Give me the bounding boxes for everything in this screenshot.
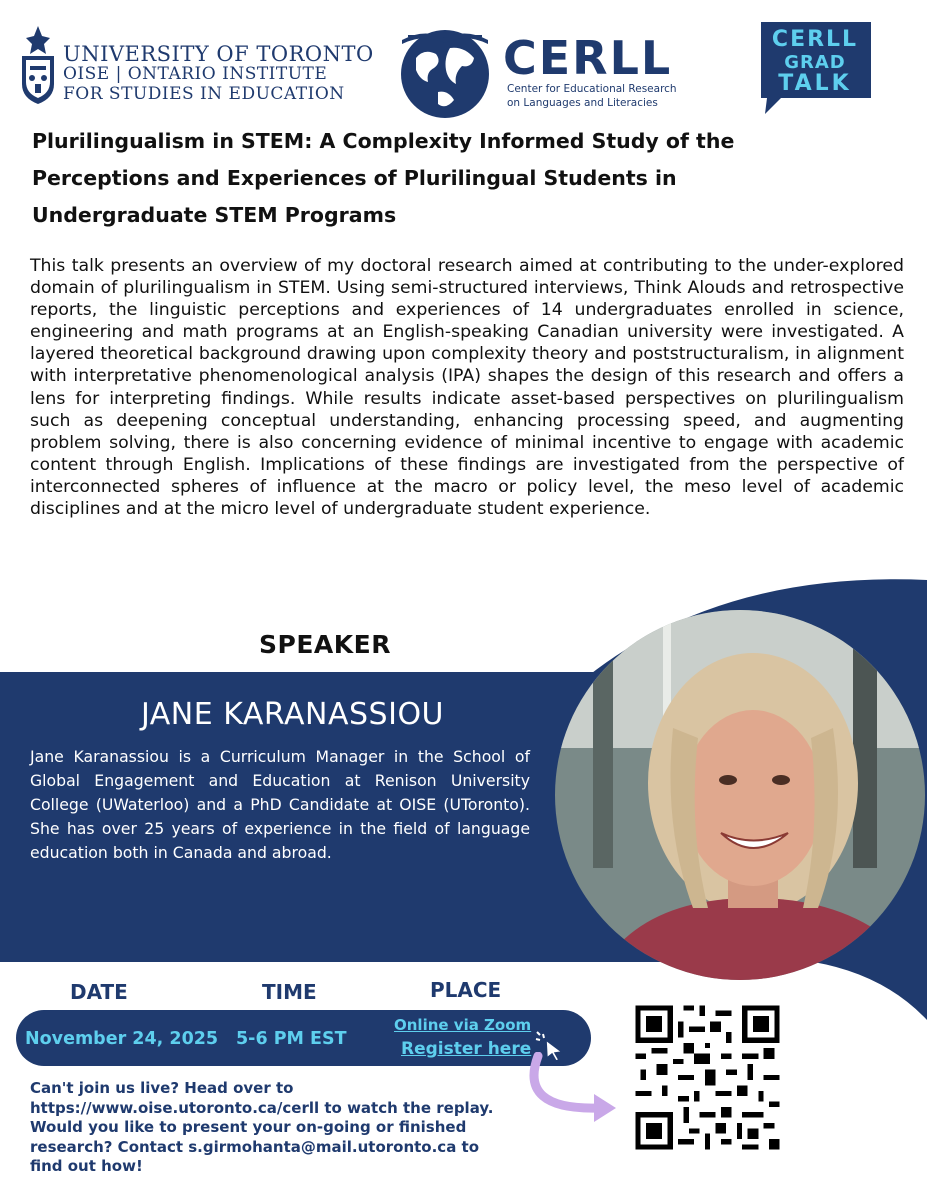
replay-and-contact-note <box>30 1079 590 1177</box>
qr-code[interactable] <box>630 1000 785 1155</box>
time-label: TIME <box>262 980 317 1004</box>
uoft-name-line2: OISE | ONTARIO INSTITUTE <box>63 64 328 84</box>
register-here-link[interactable]: Register here <box>401 1039 532 1059</box>
cerll-logo-text: CERLL <box>503 31 673 85</box>
uoft-name-line3: FOR STUDIES IN EDUCATION <box>63 84 345 104</box>
cerll-subtitle-line1: Center for Educational Research <box>507 83 677 95</box>
talk-title-line: Plurilingualism in STEM: A Complexity Informed Study of the <box>32 129 735 153</box>
uoft-name-line1: UNIVERSITY OF TORONTO <box>63 42 374 66</box>
speaker-portrait-photo <box>553 608 927 982</box>
badge-line2: GRAD <box>784 52 846 73</box>
talk-title-line: Perceptions and Experiences of Plurilingual Students in <box>32 166 677 190</box>
cerll-subtitle-line2: on Languages and Literacies <box>507 97 658 109</box>
event-date: November 24, 2025 <box>25 1029 219 1049</box>
cerll-grad-talk-badge <box>757 18 875 116</box>
date-label: DATE <box>70 980 128 1004</box>
footer-line: find out how! <box>30 1157 143 1175</box>
event-time: 5-6 PM EST <box>236 1029 347 1049</box>
talk-title <box>32 123 832 234</box>
speaker-heading: SPEAKER <box>259 630 391 659</box>
footer-line: research? Contact s.girmohanta@mail.utoronto.ca to <box>30 1137 480 1156</box>
talk-abstract: This talk presents an overview of my doctoral research aimed at contributing to the under-explored domain of plurilingualism in STEM. Using semi-structured interviews, Think Alouds and retrospective reports, the linguistic perceptions and experiences of 14 undergraduates enrolled in science, engineering and math programs at an English-speaking Canadian university were investigated. A layered theoretical background drawing upon complexity theory and poststructuralism, in alignment with interpretative phenomenological analysis (IPA) shapes the design of this research and offers a lens for interpreting findings. While results indicate asset-based perspectives on plurilingualism such as deepening conceptual understanding, enhancing processing speed, and augmenting problem solving, there is also concerning evidence of minimal incentive to engage with academic content through English. Implications of these findings are investigated from the perspective of interconnected spheres of influence at the macro or policy level, the meso level of academic disciplines and at the micro level of undergraduate student experience. <box>30 256 904 520</box>
footer-line: Can't join us live? Head over to <box>30 1079 294 1097</box>
footer-line: https://www.oise.utoronto.ca/cerll to watch the replay. <box>30 1098 494 1117</box>
badge-line3: TALK <box>778 71 852 96</box>
footer-line: Would you like to present your on-going or finished <box>30 1118 467 1136</box>
place-label: PLACE <box>430 978 502 1002</box>
speaker-name: JANE KARANASSIOU <box>140 697 445 732</box>
badge-line1: CERLL <box>771 27 859 52</box>
online-via-zoom-link[interactable]: Online via Zoom <box>394 1016 532 1034</box>
uoft-crest-logo <box>18 22 58 106</box>
talk-title-line: Undergraduate STEM Programs <box>32 203 397 227</box>
speaker-bio: Jane Karanassiou is a Curriculum Manager in the School of Global Engagement and Education at Renison University College (UWaterloo) and a PhD Candidate at OISE (UToronto). She has over 25 years of experience in the field of language education both in Canada and abroad. <box>30 747 530 862</box>
globe-book-icon <box>394 18 496 120</box>
